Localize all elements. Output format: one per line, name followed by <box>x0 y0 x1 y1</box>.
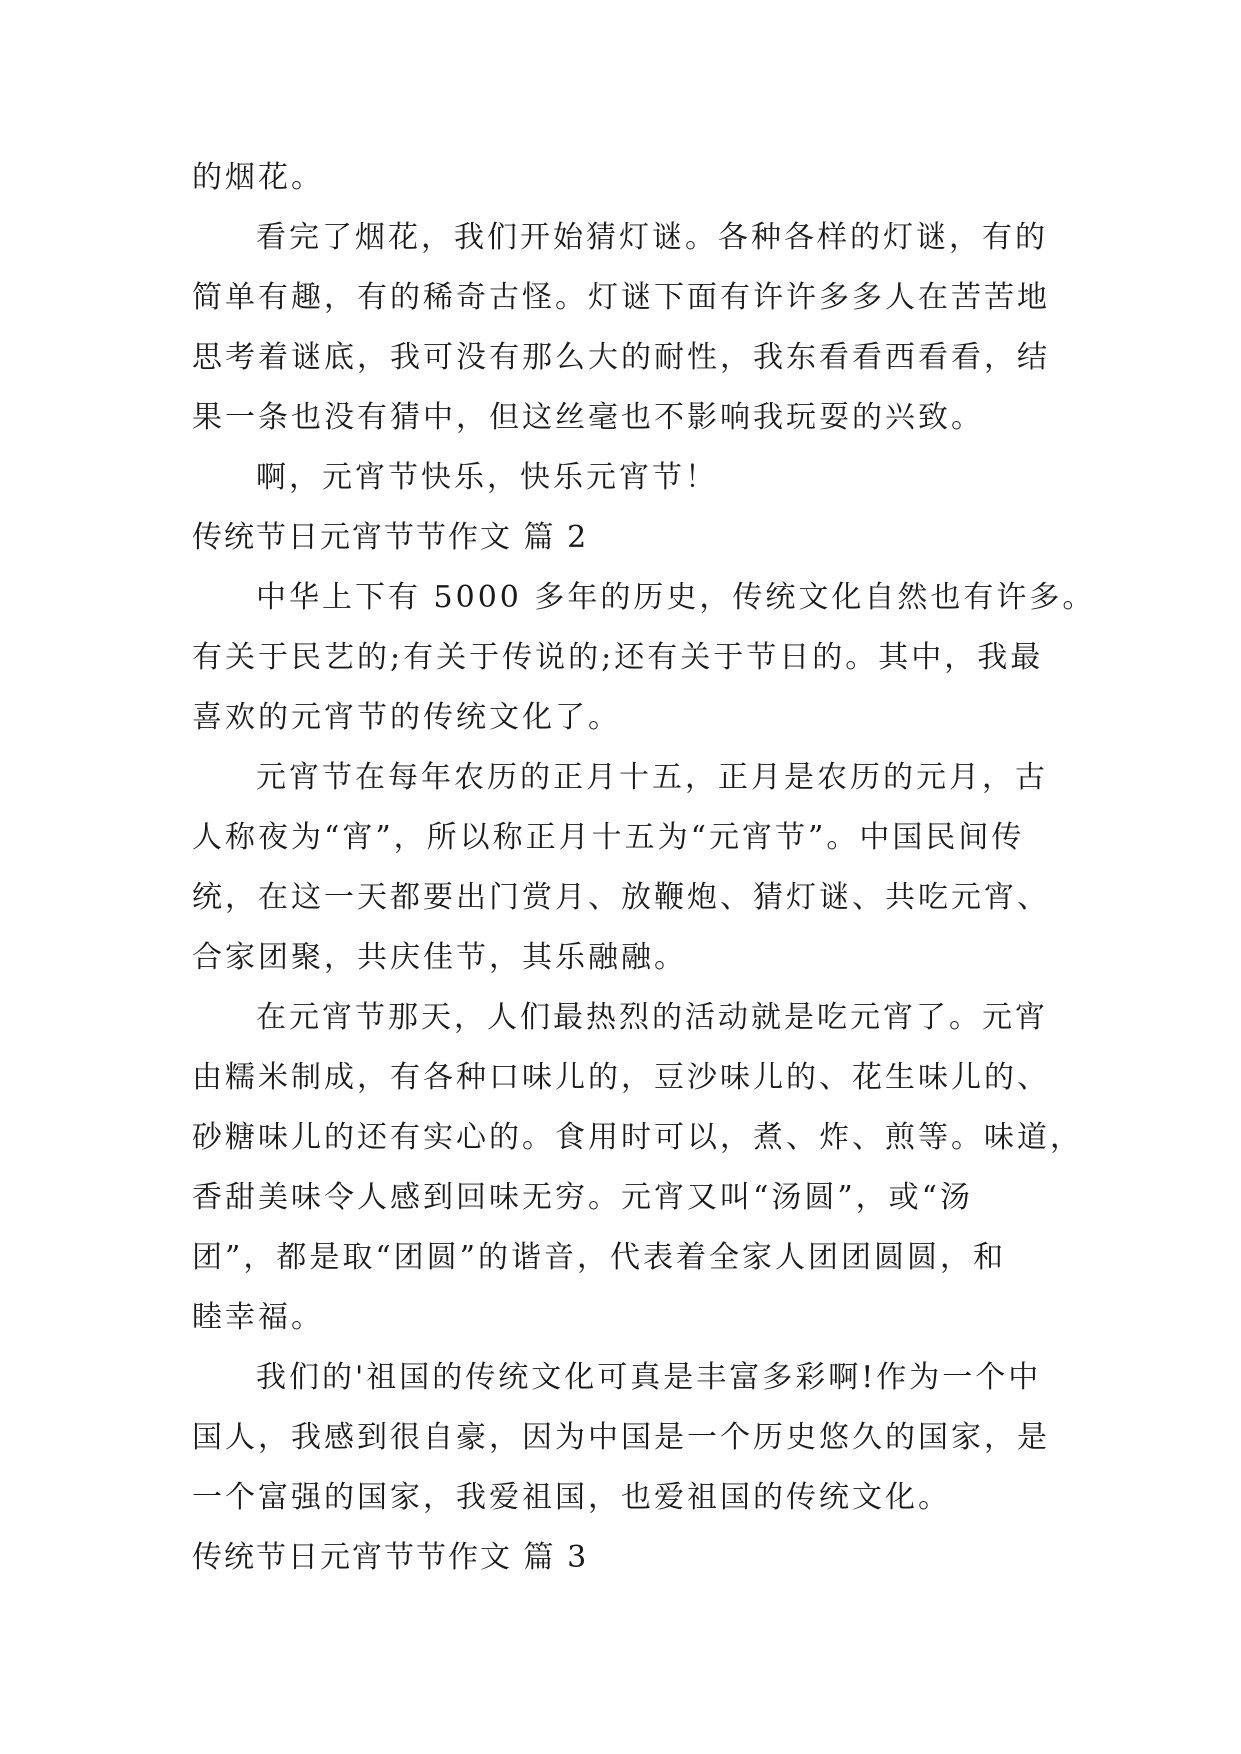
text-line: 的烟花。 <box>192 160 324 195</box>
text-line: 有关于民艺的;有关于传说的;还有关于节日的。其中，我最 <box>192 640 1044 675</box>
text-line: 简单有趣，有的稀奇古怪。灯谜下面有许许多多人在苦苦地 <box>192 280 1050 315</box>
text-line: 砂糖味儿的还有实心的。食用时可以，煮、炸、煎等。味道， <box>192 1120 1083 1155</box>
text-line: 一个富强的国家，我爱祖国，也爱祖国的传统文化。 <box>192 1480 951 1515</box>
text-line: 团”，都是取“团圆”的谐音，代表着全家人团团圆圆，和 <box>192 1240 1007 1275</box>
paragraph-first-line: 元宵节在每年农历的正月十五，正月是农历的元月，古 <box>256 760 1048 795</box>
document-page <box>192 148 1096 1588</box>
text-line: 喜欢的元宵节的传统文化了。 <box>192 700 621 735</box>
text-line: 睦幸福。 <box>192 1300 324 1335</box>
text-line: 思考着谜底，我可没有那么大的耐性，我东看看西看看，结 <box>192 340 1050 375</box>
text-line: 由糯米制成，有各种口味儿的，豆沙味儿的、花生味儿的、 <box>192 1060 1050 1095</box>
text-line: 合家团聚，共庆佳节，其乐融融。 <box>192 940 687 975</box>
section-heading: 传统节日元宵节节作文 篇 2 <box>192 520 589 555</box>
paragraph-first-line: 在元宵节那天，人们最热烈的活动就是吃元宵了。元宵 <box>256 1000 1048 1035</box>
section-heading: 传统节日元宵节节作文 篇 3 <box>192 1540 589 1575</box>
text-line: 果一条也没有猜中，但这丝毫也不影响我玩耍的兴致。 <box>192 400 984 435</box>
text-line: 人称夜为“宵”，所以称正月十五为“元宵节”。中国民间传 <box>192 820 1025 855</box>
text-line: 统，在这一天都要出门赏月、放鞭炮、猜灯谜、共吃元宵、 <box>192 880 1050 915</box>
text-line: 国人，我感到很自豪，因为中国是一个历史悠久的国家，是 <box>192 1420 1050 1455</box>
paragraph-first-line: 我们的'祖国的传统文化可真是丰富多彩啊!作为一个中 <box>256 1360 1042 1395</box>
paragraph-first-line: 中华上下有 5000 多年的历史，传统文化自然也有许多。 <box>256 580 1096 615</box>
paragraph-first-line: 看完了烟花，我们开始猜灯谜。各种各样的灯谜，有的 <box>256 220 1048 255</box>
paragraph-first-line: 啊，元宵节快乐，快乐元宵节！ <box>256 460 718 495</box>
text-line: 香甜美味令人感到回味无穷。元宵又叫“汤圆”，或“汤 <box>192 1180 974 1215</box>
